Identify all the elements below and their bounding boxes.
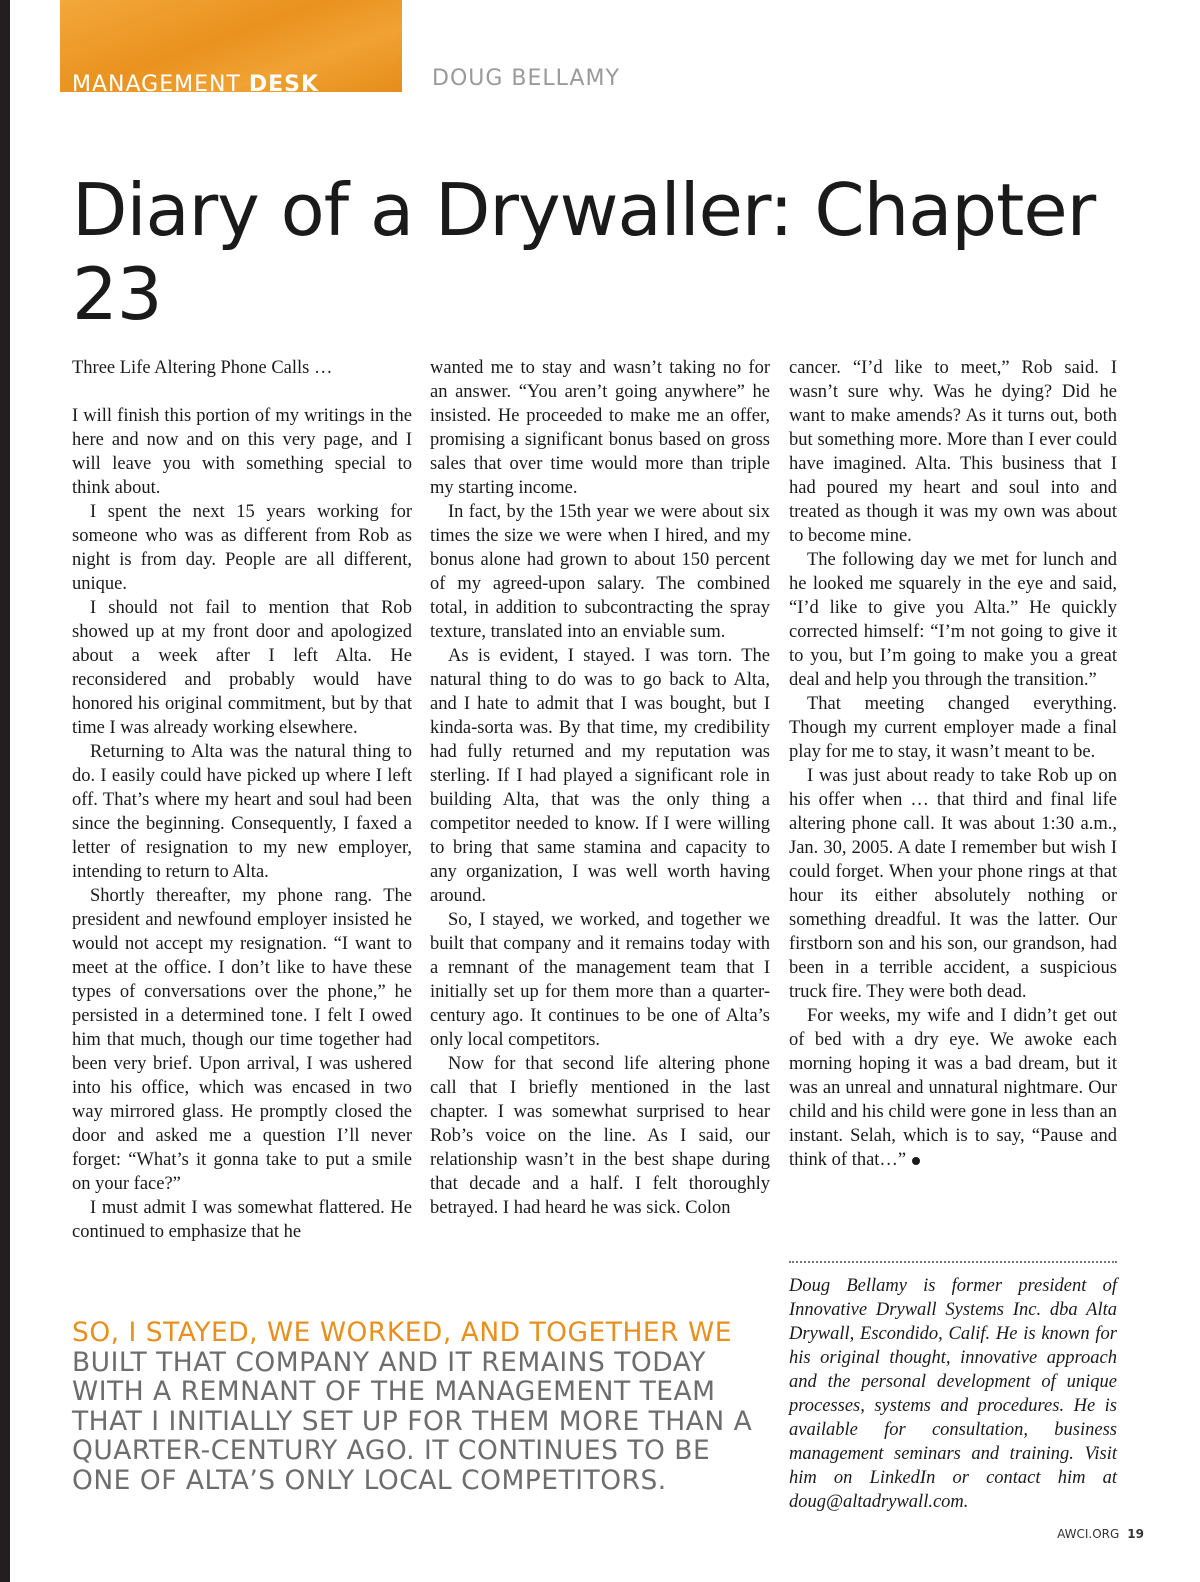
pull-quote-accent: SO, I STAYED, WE WORKED, AND TOGETHER WE [72,1317,732,1348]
bio-divider [789,1261,1117,1263]
paragraph: Shortly thereafter, my phone rang. The president and newfound employer insisted he would not accept my resignation. “I want to meet at the office. I don’t like to have these types of conversations over the phone,” he persisted in a determined tone. I felt I owed him that much, though our time together had been very brief. Upon arrival, I was ushered into his office, which was encased in two way mirrored glass. He promptly closed the door and asked me a question I’ll never forget: “What’s it gonna take to put a smile on your face?” [72,886,412,1194]
end-mark-icon [912,1157,920,1165]
section-tab [60,0,402,92]
paragraph: I should not fail to mention that Rob showed up at my front door and apologized about a week after I left Alta. He reconsidered and probably would have honored his original commitment, but by that time I was already working elsewhere. [72,598,412,738]
paragraph: As is evident, I stayed. I was torn. The natural thing to do was to go back to Alta, and I hate to admit that I was bought, but I kinda-sorta was. By that time, my credibility had fully returned and my reputation was sterling. If I had played a significant role in building Alta, that was the only thing a competitor needed to know. If I were willing to bring that same stamina and capacity to any organization, I was well worth having around. [430,646,770,906]
text-column-3 [789,356,1117,1172]
header-author: DOUG BELLAMY [432,66,620,91]
pull-quote-rest: BUILT THAT COMPANY AND IT REMAINS TODAY WITH A REMNANT OF THE MANAGEMENT TEAM THAT I INITIALLY SET UP FOR THEM MORE THAN A QUARTER-CENTURY AGO. IT CONTINUES TO BE ONE OF ALTA’S ONLY LOCAL COMPETITORS. [72,1346,753,1496]
paragraph: wanted me to stay and wasn’t taking no for an answer. “You aren’t going anywhere” he insisted. He proceeded to make me an offer, promising a significant bonus based on gross sales that over time would more than triple my starting income. [430,358,770,498]
pull-quote [72,1318,772,1495]
text-column-1 [72,356,412,1244]
page-number: 19 [1127,1527,1144,1541]
paragraph: cancer. “I’d like to meet,” Rob said. I wasn’t sure why. Was he dying? Did he want to make amends? As it turns out, both but something more. More than I ever could have imagined. Alta. This business that I had poured my heart and soul into and treated as though it was my own was about to become mine. [789,358,1117,546]
page-footer [1057,1527,1144,1541]
paragraph: I was just about ready to take Rob up on his offer when … that third and final life altering phone call. It was about 1:30 a.m., Jan. 30, 2005. A date I remember but wish I could forget. When your phone rings at that hour its either absolutely nothing or something dreadful. It was the latter. Our firstborn son and his son, our grandson, had been in a terrible accident, a suspicious truck fire. They were both dead. [789,766,1117,1002]
paragraph-final [789,1004,1117,1172]
paragraph: Returning to Alta was the natural thing to do. I easily could have picked up where I left off. That’s where my heart and soul had been since the beginning. Consequently, I faxed a letter of resignation to my new employer, intending to return to Alta. [72,742,412,882]
article-kicker: Three Life Altering Phone Calls … [72,358,333,378]
paragraph: In fact, by the 15th year we were about six times the size we were when I hired, and my bonus alone had grown to about 150 percent of my agreed-upon salary. The combined total, in addition to subcontracting the spray texture, translated into an enviable sum. [430,502,770,642]
paragraph: So, I stayed, we worked, and together we built that company and it remains today with a remnant of the management team that I initially set up for them more than a quarter-century ago. It continues to be one of Alta’s only local competitors. [430,910,770,1050]
author-bio: Doug Bellamy is former president of Innovative Drywall Systems Inc. dba Alta Drywall, Escondido, Calif. He is known for his original thought, innovative approach and the personal development of unique processes, systems and procedures. He is available for consultation, business management seminars and training. Visit him on LinkedIn or contact him at doug@altadrywall.com. [789,1276,1117,1512]
paragraph: The following day we met for lunch and he looked me squarely in the eye and said, “I’d like to give you Alta.” He quickly corrected himself: “I’m not going to give it to you, but I’m going to make you a great deal and help you through the transition.” [789,550,1117,690]
footer-site: AWCI.ORG [1057,1527,1120,1541]
paragraph: I spent the next 15 years working for someone who was as different from Rob as night is from day. People are all different, unique. [72,502,412,594]
paragraph-final-text: For weeks, my wife and I didn’t get out of bed with a dry eye. We awoke each morning hoping it was a bad dream, but it was an unreal and unnatural nightmare. Our child and his child were gone in less than an instant. Selah, which is to say, “Pause and think of that…” [789,1006,1117,1170]
paragraph: I must admit I was somewhat flattered. He continued to emphasize that he [72,1198,412,1242]
section-label-light: MANAGEMENT [72,72,241,92]
paragraph: That meeting changed everything. Though my current employer made a final play for me to stay, it wasn’t meant to be. [789,694,1117,762]
paragraph: Now for that second life altering phone call that I briefly mentioned in the last chapter. I was somewhat surprised to hear Rob’s voice on the line. As I said, our relationship wasn’t in the best shape during that decade and a half. I felt thoroughly betrayed. I had heard he was sick. Colon [430,1054,770,1218]
section-label [72,72,319,92]
text-column-2 [430,356,770,1220]
article-title: Diary of a Drywaller: Chapter 23 [72,168,1096,336]
section-label-bold: DESK [248,72,320,92]
paragraph: I will finish this portion of my writings in the here and now and on this very page, and I will leave you with something special to think about. [72,406,412,498]
page-spine-bar [0,0,10,1582]
